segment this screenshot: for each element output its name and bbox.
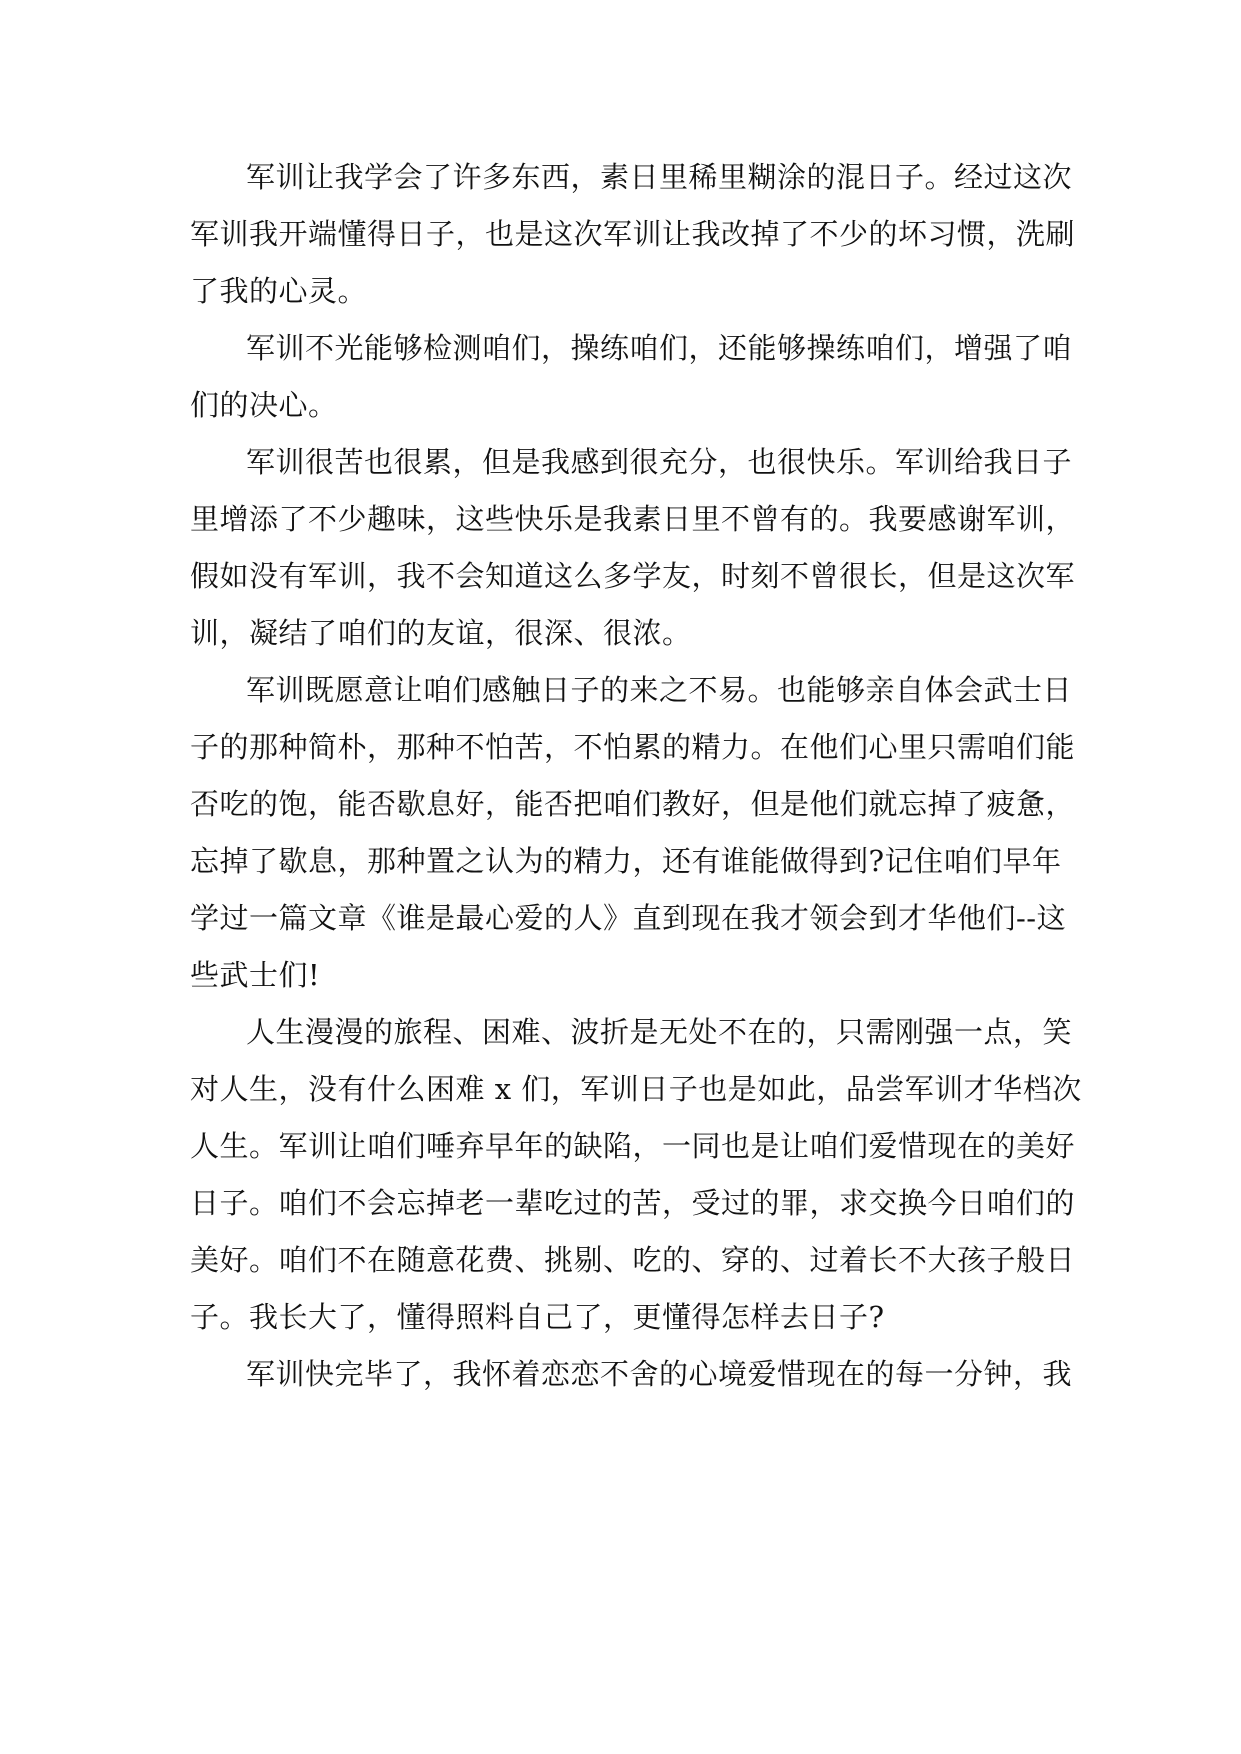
- text-line: 日子。咱们不会忘掉老一辈吃过的苦，受过的罪，求交换今日咱们的: [190, 1186, 1076, 1220]
- text-line: 子的那种简朴，那种不怕苦，不怕累的精力。在他们心里只需咱们能: [190, 730, 1076, 764]
- text-line: 军训不光能够检测咱们，操练咱们，还能够操练咱们，增强了咱: [246, 331, 1073, 365]
- text-line: 军训我开端懂得日子，也是这次军训让我改掉了不少的坏习惯，洗刷: [190, 217, 1076, 251]
- text-line: 们的决心。: [190, 388, 338, 422]
- text-line: 训，凝结了咱们的友谊，很深、很浓。: [190, 616, 692, 650]
- text-line: 了我的心灵。: [190, 274, 368, 308]
- text-line: 对人生，没有什么困难 x 们，军训日子也是如此，品尝军训才华档次: [190, 1072, 1082, 1106]
- text-line: 军训让我学会了许多东西，素日里稀里糊涂的混日子。经过这次: [246, 160, 1073, 194]
- text-line: 军训快完毕了，我怀着恋恋不舍的心境爱惜现在的每一分钟，我: [246, 1357, 1073, 1391]
- text-line: 里增添了不少趣味，这些快乐是我素日里不曾有的。我要感谢军训，: [190, 502, 1076, 536]
- text-line: 军训既愿意让咱们感触日子的来之不易。也能够亲自体会武士日: [246, 673, 1073, 707]
- text-line: 些武士们!: [190, 958, 321, 992]
- text-line: 忘掉了歇息，那种置之认为的精力，还有谁能做得到?记住咱们早年: [190, 844, 1062, 878]
- text-line: 假如没有军训，我不会知道这么多学友，时刻不曾很长，但是这次军: [190, 559, 1076, 593]
- text-line: 否吃的饱，能否歇息好，能否把咱们教好，但是他们就忘掉了疲惫，: [190, 787, 1076, 821]
- text-line: 学过一篇文章《谁是最心爱的人》直到现在我才领会到才华他们--这: [190, 901, 1067, 935]
- text-line: 人生。军训让咱们唾弃早年的缺陷，一同也是让咱们爱惜现在的美好: [190, 1129, 1076, 1163]
- text-line: 军训很苦也很累，但是我感到很充分，也很快乐。军训给我日子: [246, 445, 1073, 479]
- text-line: 美好。咱们不在随意花费、挑剔、吃的、穿的、过着长不大孩子般日: [190, 1243, 1076, 1277]
- text-line: 人生漫漫的旅程、困难、波折是无处不在的，只需刚强一点，笑: [246, 1015, 1073, 1049]
- text-line: 子。我长大了，懂得照料自己了，更懂得怎样去日子?: [190, 1300, 885, 1334]
